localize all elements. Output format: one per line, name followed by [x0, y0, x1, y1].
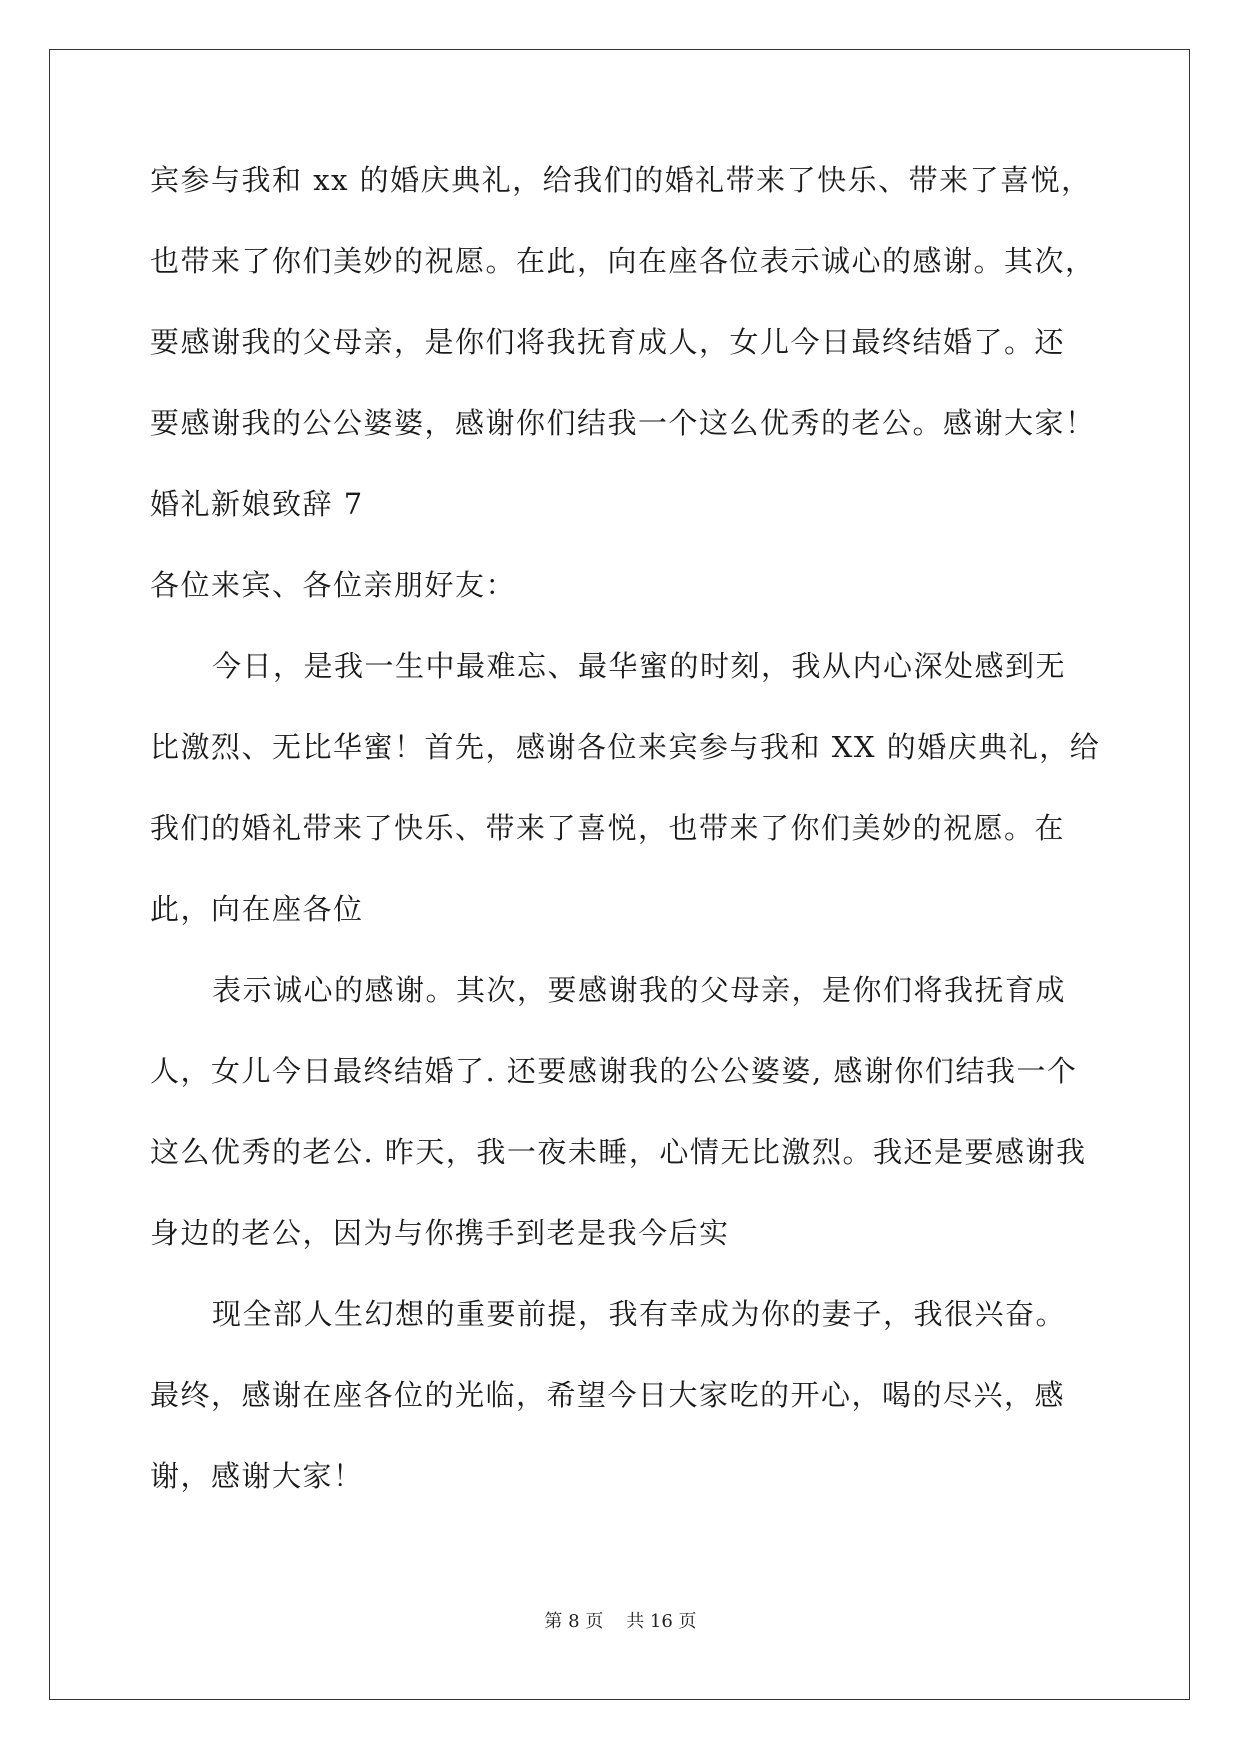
paragraph-start: 现全部人生幻想的重要前提，我有幸成为你的妻子，我很兴奋。	[212, 1297, 1067, 1331]
text-line: 宾参与我和 xx 的婚庆典礼，给我们的婚礼带来了快乐、带来了喜悦，	[150, 163, 1092, 197]
text-line: 要感谢我的父母亲，是你们将我抚育成人，女儿今日最终结婚了。还	[150, 325, 1066, 359]
text-line: 我们的婚礼带来了快乐、带来了喜悦，也带来了你们美妙的祝愿。在	[150, 811, 1066, 845]
text-line: 这么优秀的老公. 昨天，我一夜未睡，心情无比激烈。我还是要感谢我	[150, 1135, 1087, 1169]
document-body	[150, 160, 1100, 1537]
paragraph-start: 今日，是我一生中最难忘、最华蜜的时刻，我从内心深处感到无	[212, 649, 1067, 683]
text-line: 最终，感谢在座各位的光临，希望今日大家吃的开心，喝的尽兴，感	[150, 1378, 1066, 1412]
text-line: 此，向在座各位	[150, 892, 364, 926]
text-line: 人，女儿今日最终结婚了. 还要感谢我的公公婆婆, 感谢你们结我一个	[150, 1054, 1078, 1088]
salutation: 各位来宾、各位亲朋好友：	[150, 568, 517, 602]
page-number: 第 8 页 共 16 页	[544, 1611, 697, 1632]
section-heading: 婚礼新娘致辞 7	[150, 487, 364, 521]
text-line: 谢，感谢大家！	[150, 1459, 364, 1493]
text-line: 身边的老公，因为与你携手到老是我今后实	[150, 1216, 730, 1250]
text-line: 也带来了你们美妙的祝愿。在此，向在座各位表示诚心的感谢。其次，	[150, 244, 1096, 278]
text-line: 要感谢我的公公婆婆，感谢你们结我一个这么优秀的老公。感谢大家！	[150, 406, 1096, 440]
paragraph-start: 表示诚心的感谢。其次，要感谢我的父母亲，是你们将我抚育成	[212, 973, 1067, 1007]
text-line: 比激烈、无比华蜜！首先，感谢各位来宾参与我和 XX 的婚庆典礼，给	[150, 730, 1101, 764]
